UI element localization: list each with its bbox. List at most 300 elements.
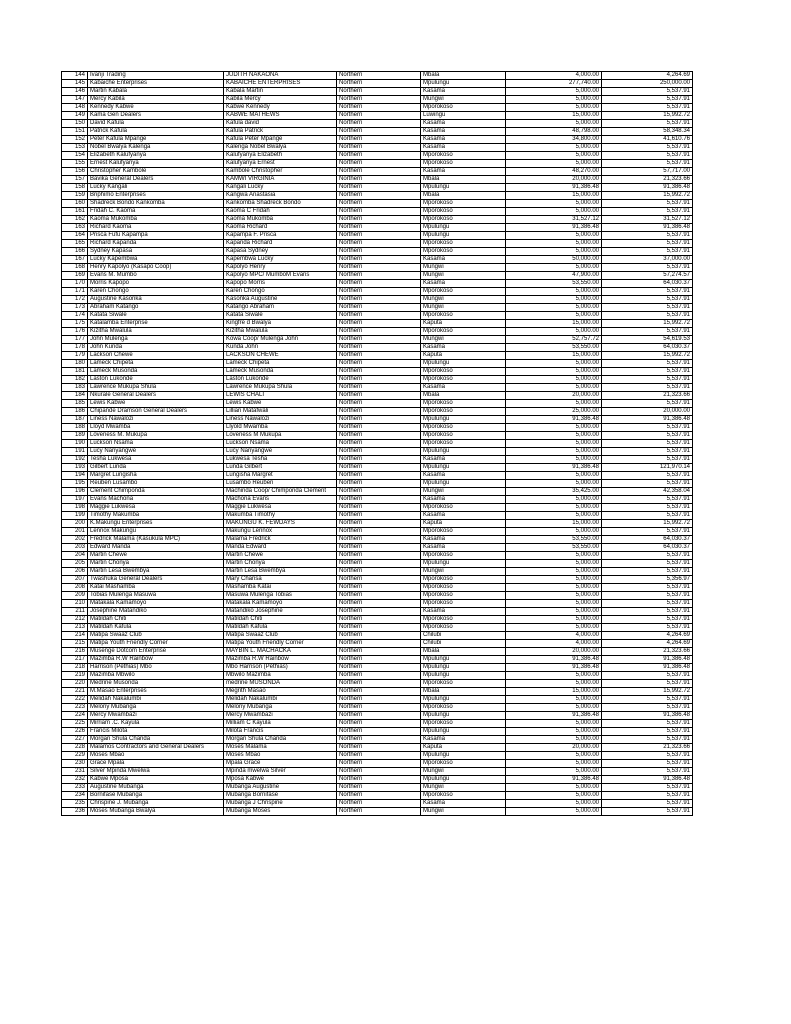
table-row [62,488,693,496]
table-row [62,216,693,224]
cell-business-name: Augustine Mubanga [88,784,224,792]
cell-business-name: Mercy Mwambazi [88,712,224,720]
cell-district: Mporokoso [421,312,506,320]
cell-amount: 5,000.00 [506,120,602,128]
cell-row-number: 175 [62,320,88,328]
cell-province: Northern [337,408,421,416]
cell-province: Northern [337,256,421,264]
cell-amount: 5,000.00 [506,512,602,520]
table-row [62,160,693,168]
table-row [62,120,693,128]
cell-amount: 5,000.00 [506,720,602,728]
cell-row-number: 201 [62,528,88,536]
cell-district: Mporokoso [421,720,506,728]
cell-district: Kasama [421,544,506,552]
cell-district: Mporokoso [421,504,506,512]
cell-total-amount: 21,323.66 [602,648,693,656]
cell-total-amount: 64,030.37 [602,280,693,288]
cell-amount: 20,000.00 [506,176,602,184]
cell-total-amount: 5,537.91 [602,496,693,504]
cell-district: Kaputa [421,744,506,752]
cell-row-number: 164 [62,232,88,240]
table-row [62,320,693,328]
cell-amount: 5,000.00 [506,752,602,760]
cell-owner-name: Milota Francis [224,728,337,736]
cell-total-amount: 5,537.91 [602,288,693,296]
table-row [62,592,693,600]
cell-district: Kasama [421,496,506,504]
cell-amount: 5,000.00 [506,728,602,736]
table-row [62,376,693,384]
cell-row-number: 145 [62,80,88,88]
cell-district: Mungwi [421,296,506,304]
cell-owner-name: Kabwe Kennedy [224,104,337,112]
cell-total-amount: 5,537.91 [602,456,693,464]
cell-province: Northern [337,128,421,136]
cell-amount: 5,000.00 [506,264,602,272]
cell-district: Mpulungu [421,448,506,456]
table-row [62,608,693,616]
cell-total-amount: 5,537.91 [602,304,693,312]
cell-total-amount: 5,537.91 [602,616,693,624]
cell-business-name: Laston Lukonde [88,376,224,384]
cell-total-amount: 5,537.91 [602,736,693,744]
cell-amount: 5,000.00 [506,808,602,816]
table-row [62,744,693,752]
table-row [62,336,693,344]
cell-row-number: 197 [62,496,88,504]
cell-total-amount: 5,537.91 [602,88,693,96]
cell-district: Mporokoso [421,584,506,592]
cell-district: Mbala [421,176,506,184]
cell-business-name: Karen Chongo [88,288,224,296]
cell-amount: 5,000.00 [506,368,602,376]
cell-owner-name: Mubanga Augustine [224,784,337,792]
cell-province: Northern [337,112,421,120]
cell-province: Northern [337,456,421,464]
table-row [62,768,693,776]
cell-row-number: 221 [62,688,88,696]
cell-amount: 5,000.00 [506,96,602,104]
cell-owner-name: Katango Abraham [224,304,337,312]
cell-row-number: 167 [62,256,88,264]
cell-row-number: 162 [62,216,88,224]
cell-business-name: Augustine Kasonka [88,296,224,304]
cell-province: Northern [337,392,421,400]
cell-owner-name: Karen Chongo [224,288,337,296]
cell-row-number: 213 [62,624,88,632]
table-row [62,600,693,608]
cell-business-name: Melony Mubanga [88,704,224,712]
cell-total-amount: 250,000.00 [602,80,693,88]
cell-business-name: Kennedy Kabwe [88,104,224,112]
cell-district: Kasama [421,800,506,808]
cell-province: Northern [337,688,421,696]
cell-row-number: 152 [62,136,88,144]
cell-owner-name: Kafula david [224,120,337,128]
cell-province: Northern [337,136,421,144]
cell-owner-name: Matakala Kamamoyo [224,600,337,608]
cell-district: Mpulungu [421,360,506,368]
cell-row-number: 176 [62,328,88,336]
cell-row-number: 181 [62,368,88,376]
cell-business-name: Moses Mbao [88,752,224,760]
table-row [62,184,693,192]
cell-business-name: Katalamba Enterprise [88,320,224,328]
cell-row-number: 209 [62,592,88,600]
cell-row-number: 220 [62,680,88,688]
cell-total-amount: 31,527.12 [602,216,693,224]
cell-amount: 5,000.00 [506,768,602,776]
cell-row-number: 177 [62,336,88,344]
cell-row-number: 149 [62,112,88,120]
cell-district: Mporokoso [421,552,506,560]
table-row [62,152,693,160]
cell-owner-name: Kasonka Augustine [224,296,337,304]
cell-row-number: 166 [62,248,88,256]
cell-amount: 91,386.48 [506,776,602,784]
cell-amount: 15,000.00 [506,352,602,360]
cell-owner-name: Matipa Swaaz Club [224,632,337,640]
cell-district: Mporokoso [421,616,506,624]
table-row [62,360,693,368]
cell-owner-name: Mashamba Katai [224,584,337,592]
cell-amount: 35,425.00 [506,488,602,496]
cell-row-number: 189 [62,432,88,440]
cell-business-name: Martin Chonya [88,560,224,568]
cell-owner-name: KAMWI VIRGINIA [224,176,337,184]
cell-row-number: 169 [62,272,88,280]
cell-owner-name: Megrith Masao [224,688,337,696]
table-row [62,408,693,416]
cell-total-amount: 5,537.91 [602,104,693,112]
cell-total-amount: 5,537.91 [602,240,693,248]
cell-amount: 20,000.00 [506,744,602,752]
cell-total-amount: 57,717.00 [602,168,693,176]
table-row [62,272,693,280]
cell-row-number: 156 [62,168,88,176]
cell-total-amount: 91,386.48 [602,656,693,664]
cell-business-name: Lameck Chipeta [88,360,224,368]
cell-district: Mbala [421,648,506,656]
cell-amount: 5,000.00 [506,104,602,112]
cell-province: Northern [337,744,421,752]
cell-business-name: Evans M. Mumbo [88,272,224,280]
cell-row-number: 151 [62,128,88,136]
cell-district: Mporokoso [421,216,506,224]
cell-province: Northern [337,432,421,440]
cell-total-amount: 5,356.97 [602,576,693,584]
cell-province: Northern [337,176,421,184]
table-row [62,752,693,760]
cell-total-amount: 4,264.69 [602,640,693,648]
cell-district: Chilubi [421,632,506,640]
cell-total-amount: 5,537.91 [602,312,693,320]
cell-province: Northern [337,240,421,248]
cell-district: Mpulungu [421,728,506,736]
cell-row-number: 233 [62,784,88,792]
cell-district: Mungwi [421,264,506,272]
cell-province: Northern [337,264,421,272]
cell-business-name: Henry Kapolyo (Kasapo Coop) [88,264,224,272]
cell-province: Northern [337,368,421,376]
table-body [62,72,693,816]
cell-row-number: 157 [62,176,88,184]
cell-row-number: 203 [62,544,88,552]
cell-business-name: Ernest Kalufyanya [88,160,224,168]
cell-district: Mporokoso [421,592,506,600]
cell-owner-name: Mposa Kabwe [224,776,337,784]
cell-amount: 5,000.00 [506,760,602,768]
cell-owner-name: LEWIS CHALI [224,392,337,400]
cell-owner-name: Kangwa Anastasia [224,192,337,200]
cell-district: Kasama [421,472,506,480]
table-row [62,384,693,392]
table-row [62,280,693,288]
cell-total-amount: 5,537.91 [602,144,693,152]
cell-owner-name: Mary Chansa [224,576,337,584]
cell-province: Northern [337,168,421,176]
cell-row-number: 208 [62,584,88,592]
cell-business-name: Katata Siwale [88,312,224,320]
cell-province: Northern [337,472,421,480]
cell-province: Northern [337,224,421,232]
cell-amount: 5,000.00 [506,592,602,600]
cell-total-amount: 5,537.91 [602,248,693,256]
cell-total-amount: 91,386.48 [602,224,693,232]
cell-district: Mporokoso [421,288,506,296]
cell-owner-name: KABAICHE ENTERPRISES [224,80,337,88]
cell-owner-name: Kapolyo MPC/ MumboM Evans [224,272,337,280]
table-row [62,472,693,480]
cell-total-amount: 5,537.91 [602,704,693,712]
cell-total-amount: 5,537.91 [602,96,693,104]
cell-row-number: 212 [62,616,88,624]
cell-business-name: Abraham Katango [88,304,224,312]
cell-province: Northern [337,88,421,96]
cell-province: Northern [337,504,421,512]
cell-total-amount: 5,537.91 [602,624,693,632]
cell-amount: 5,000.00 [506,584,602,592]
cell-total-amount: 91,386.48 [602,184,693,192]
table-row [62,720,693,728]
cell-amount: 15,000.00 [506,192,602,200]
cell-total-amount: 5,537.91 [602,584,693,592]
cell-business-name: Lucy Nanyangwe [88,448,224,456]
cell-row-number: 155 [62,160,88,168]
cell-total-amount: 5,537.91 [602,296,693,304]
cell-row-number: 211 [62,608,88,616]
cell-row-number: 186 [62,408,88,416]
cell-business-name: Loveness M. Mukupa [88,432,224,440]
cell-business-name: Lewis Kabwe [88,400,224,408]
cell-amount: 5,000.00 [506,240,602,248]
cell-province: Northern [337,720,421,728]
table-row [62,248,693,256]
cell-amount: 5,000.00 [506,616,602,624]
cell-owner-name: Kapolyo Henry [224,264,337,272]
cell-owner-name: Melidah Nakalumbi [224,696,337,704]
cell-district: Mporokoso [421,792,506,800]
cell-owner-name: Kapampa F. Prisca [224,232,337,240]
cell-total-amount: 4,264.69 [602,632,693,640]
cell-row-number: 171 [62,288,88,296]
cell-district: Mporokoso [421,240,506,248]
cell-owner-name: Mubanga Moses [224,808,337,816]
cell-owner-name: Milliam C Kayula [224,720,337,728]
cell-business-name: Martin Kabala [88,88,224,96]
cell-total-amount: 15,992.72 [602,192,693,200]
cell-business-name: Lloyd Mwamba [88,424,224,432]
table-row [62,544,693,552]
cell-province: Northern [337,776,421,784]
cell-amount: 5,000.00 [506,328,602,336]
cell-total-amount: 5,537.91 [602,720,693,728]
cell-amount: 5,000.00 [506,528,602,536]
cell-amount: 5,000.00 [506,568,602,576]
cell-district: Mungwi [421,304,506,312]
cell-province: Northern [337,312,421,320]
cell-amount: 53,550.00 [506,544,602,552]
cell-amount: 5,000.00 [506,160,602,168]
cell-business-name: Katai Mashamba [88,584,224,592]
cell-province: Northern [337,520,421,528]
table-row [62,712,693,720]
cell-row-number: 184 [62,392,88,400]
cell-province: Northern [337,672,421,680]
cell-total-amount: 5,537.91 [602,120,693,128]
table-row [62,400,693,408]
cell-owner-name: Lawrence Mukupa Shula [224,384,337,392]
cell-business-name: Fredrick Malama (Kasukula MPC) [88,536,224,544]
cell-province: Northern [337,160,421,168]
cell-owner-name: Kapopo Morris [224,280,337,288]
cell-total-amount: 15,992.72 [602,352,693,360]
cell-district: Mungwi [421,272,506,280]
cell-amount: 25,000.00 [506,408,602,416]
cell-province: Northern [337,648,421,656]
cell-district: Kasama [421,536,506,544]
cell-business-name: Twashuka General Dealers [88,576,224,584]
cell-business-name: K.Makungu Enterprises [88,520,224,528]
cell-province: Northern [337,528,421,536]
cell-row-number: 187 [62,416,88,424]
cell-owner-name: Kizitha Mwalula [224,328,337,336]
cell-business-name: Lennox Makungu [88,528,224,536]
cell-total-amount: 5,537.91 [602,672,693,680]
cell-province: Northern [337,296,421,304]
cell-owner-name: Malama Fredrick [224,536,337,544]
cell-amount: 15,000.00 [506,520,602,528]
cell-owner-name: MAYBIN L. MACHACKA [224,648,337,656]
cell-business-name: Maggie Lukwesa [88,504,224,512]
cell-row-number: 173 [62,304,88,312]
cell-amount: 31,527.12 [506,216,602,224]
cell-total-amount: 57,274.57 [602,272,693,280]
cell-district: Chilubi [421,640,506,648]
cell-total-amount: 5,537.91 [602,208,693,216]
cell-total-amount: 5,537.91 [602,360,693,368]
cell-district: Mporokoso [421,400,506,408]
cell-province: Northern [337,184,421,192]
cell-total-amount: 5,537.91 [602,728,693,736]
table-row [62,88,693,96]
cell-district: Mpulungu [421,712,506,720]
cell-business-name: David Kafula [88,120,224,128]
cell-owner-name: Lameck Chipeta [224,360,337,368]
table-row [62,560,693,568]
cell-amount: 91,386.48 [506,224,602,232]
table-row [62,264,693,272]
cell-total-amount: 15,992.72 [602,112,693,120]
cell-district: Mporokoso [421,576,506,584]
cell-amount: 91,386.48 [506,464,602,472]
cell-total-amount: 5,537.91 [602,200,693,208]
table-row [62,296,693,304]
cell-owner-name: Morgan Shula Chanda [224,736,337,744]
cell-row-number: 193 [62,464,88,472]
cell-business-name: Lucky Kapembwa [88,256,224,264]
cell-owner-name: Mazimba R.W Rainbow [224,656,337,664]
cell-business-name: Gilbert Lunda [88,464,224,472]
cell-province: Northern [337,696,421,704]
cell-owner-name: Lunda Gilbert [224,464,337,472]
cell-district: Mpulungu [421,184,506,192]
cell-business-name: Lucky Kangali [88,184,224,192]
cell-business-name: Luckson Nsama [88,440,224,448]
cell-amount: 5,000.00 [506,440,602,448]
cell-business-name: Nobel Bwalya Kalenga [88,144,224,152]
cell-total-amount: 5,537.91 [602,440,693,448]
cell-business-name: Evans Machona [88,496,224,504]
cell-district: Mpulungu [421,672,506,680]
table-row [62,672,693,680]
cell-district: Kasama [421,128,506,136]
cell-row-number: 183 [62,384,88,392]
table-row [62,224,693,232]
cell-row-number: 153 [62,144,88,152]
table-row [62,352,693,360]
cell-province: Northern [337,664,421,672]
cell-amount: 5,000.00 [506,200,602,208]
table-row [62,144,693,152]
cell-province: Northern [337,728,421,736]
cell-row-number: 190 [62,440,88,448]
cell-row-number: 222 [62,696,88,704]
cell-amount: 5,000.00 [506,736,602,744]
cell-province: Northern [337,120,421,128]
cell-amount: 5,000.00 [506,680,602,688]
cell-business-name: Mirriam .C. Kayula [88,720,224,728]
cell-business-name: Margret Lungisha [88,472,224,480]
table-row [62,552,693,560]
cell-row-number: 195 [62,480,88,488]
cell-business-name: Lawrence Mukupa Shula [88,384,224,392]
cell-business-name: Bornifase Mubanga [88,792,224,800]
cell-amount: 5,000.00 [506,576,602,584]
cell-owner-name: Matildah Kafula [224,624,337,632]
cell-amount: 5,000.00 [506,480,602,488]
cell-district: Mungwi [421,768,506,776]
table-row [62,496,693,504]
cell-owner-name: Kalenga Nobel Bwalya [224,144,337,152]
cell-amount: 48,798.00 [506,128,602,136]
cell-total-amount: 41,610.76 [602,136,693,144]
cell-amount: 4,000.00 [506,72,602,80]
cell-province: Northern [337,592,421,600]
cell-business-name: Mercy Kabila [88,96,224,104]
cell-total-amount: 91,386.48 [602,664,693,672]
